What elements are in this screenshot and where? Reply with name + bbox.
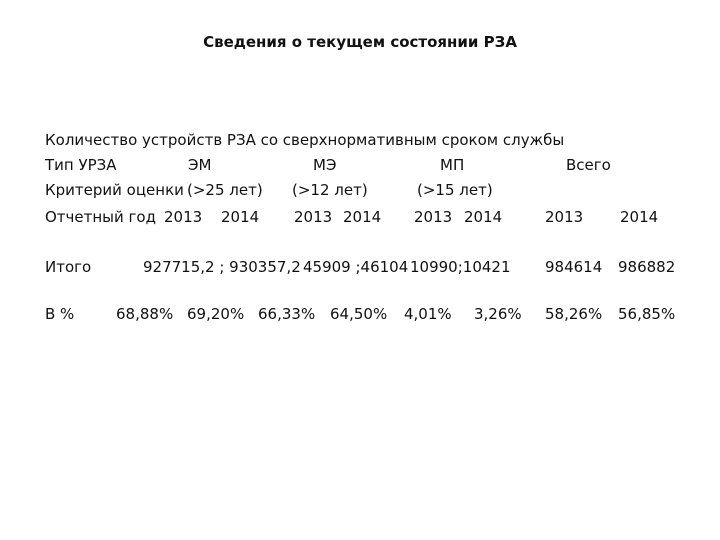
criteria-row-label: Критерий оценки: [45, 181, 184, 199]
percent-em-2013: 68,88%: [116, 305, 174, 323]
year-em-2013: 2013: [164, 208, 203, 226]
page-title: Сведения о текущем состоянии РЗА: [203, 33, 517, 51]
type-mp: МП: [440, 156, 465, 174]
criteria-me: (>12 лет): [292, 181, 368, 199]
percent-row-label: В %: [45, 305, 75, 323]
type-em: ЭМ: [188, 156, 212, 174]
percent-mp-2013: 4,01%: [404, 305, 452, 323]
year-total-2014: 2014: [620, 208, 659, 226]
criteria-mp: (>15 лет): [417, 181, 493, 199]
total-mp: 10990;10421: [410, 258, 511, 276]
total-row-label: Итого: [45, 258, 92, 276]
total-all-2014: 986882: [618, 258, 676, 276]
total-all-2013: 984614: [545, 258, 603, 276]
percent-mp-2014: 3,26%: [474, 305, 522, 323]
type-total: Всего: [566, 156, 611, 174]
year-total-2013: 2013: [545, 208, 584, 226]
percent-total-2013: 58,26%: [545, 305, 603, 323]
table-heading: Количество устройств РЗА со сверхнормативным сроком службы: [45, 131, 565, 149]
year-mp-2014: 2014: [464, 208, 503, 226]
criteria-em: (>25 лет): [187, 181, 263, 199]
year-me-2013: 2013: [294, 208, 333, 226]
type-row-label: Тип УРЗА: [45, 156, 117, 174]
total-em: 927715,2 ; 930357,2: [143, 258, 301, 276]
year-me-2014: 2014: [343, 208, 382, 226]
percent-me-2014: 64,50%: [330, 305, 388, 323]
percent-total-2014: 56,85%: [618, 305, 676, 323]
year-em-2014: 2014: [221, 208, 260, 226]
year-row-label: Отчетный год: [45, 208, 156, 226]
percent-me-2013: 66,33%: [258, 305, 316, 323]
year-mp-2013: 2013: [414, 208, 453, 226]
type-me: МЭ: [313, 156, 337, 174]
percent-em-2014: 69,20%: [187, 305, 245, 323]
total-me: 45909 ;46104: [303, 258, 409, 276]
